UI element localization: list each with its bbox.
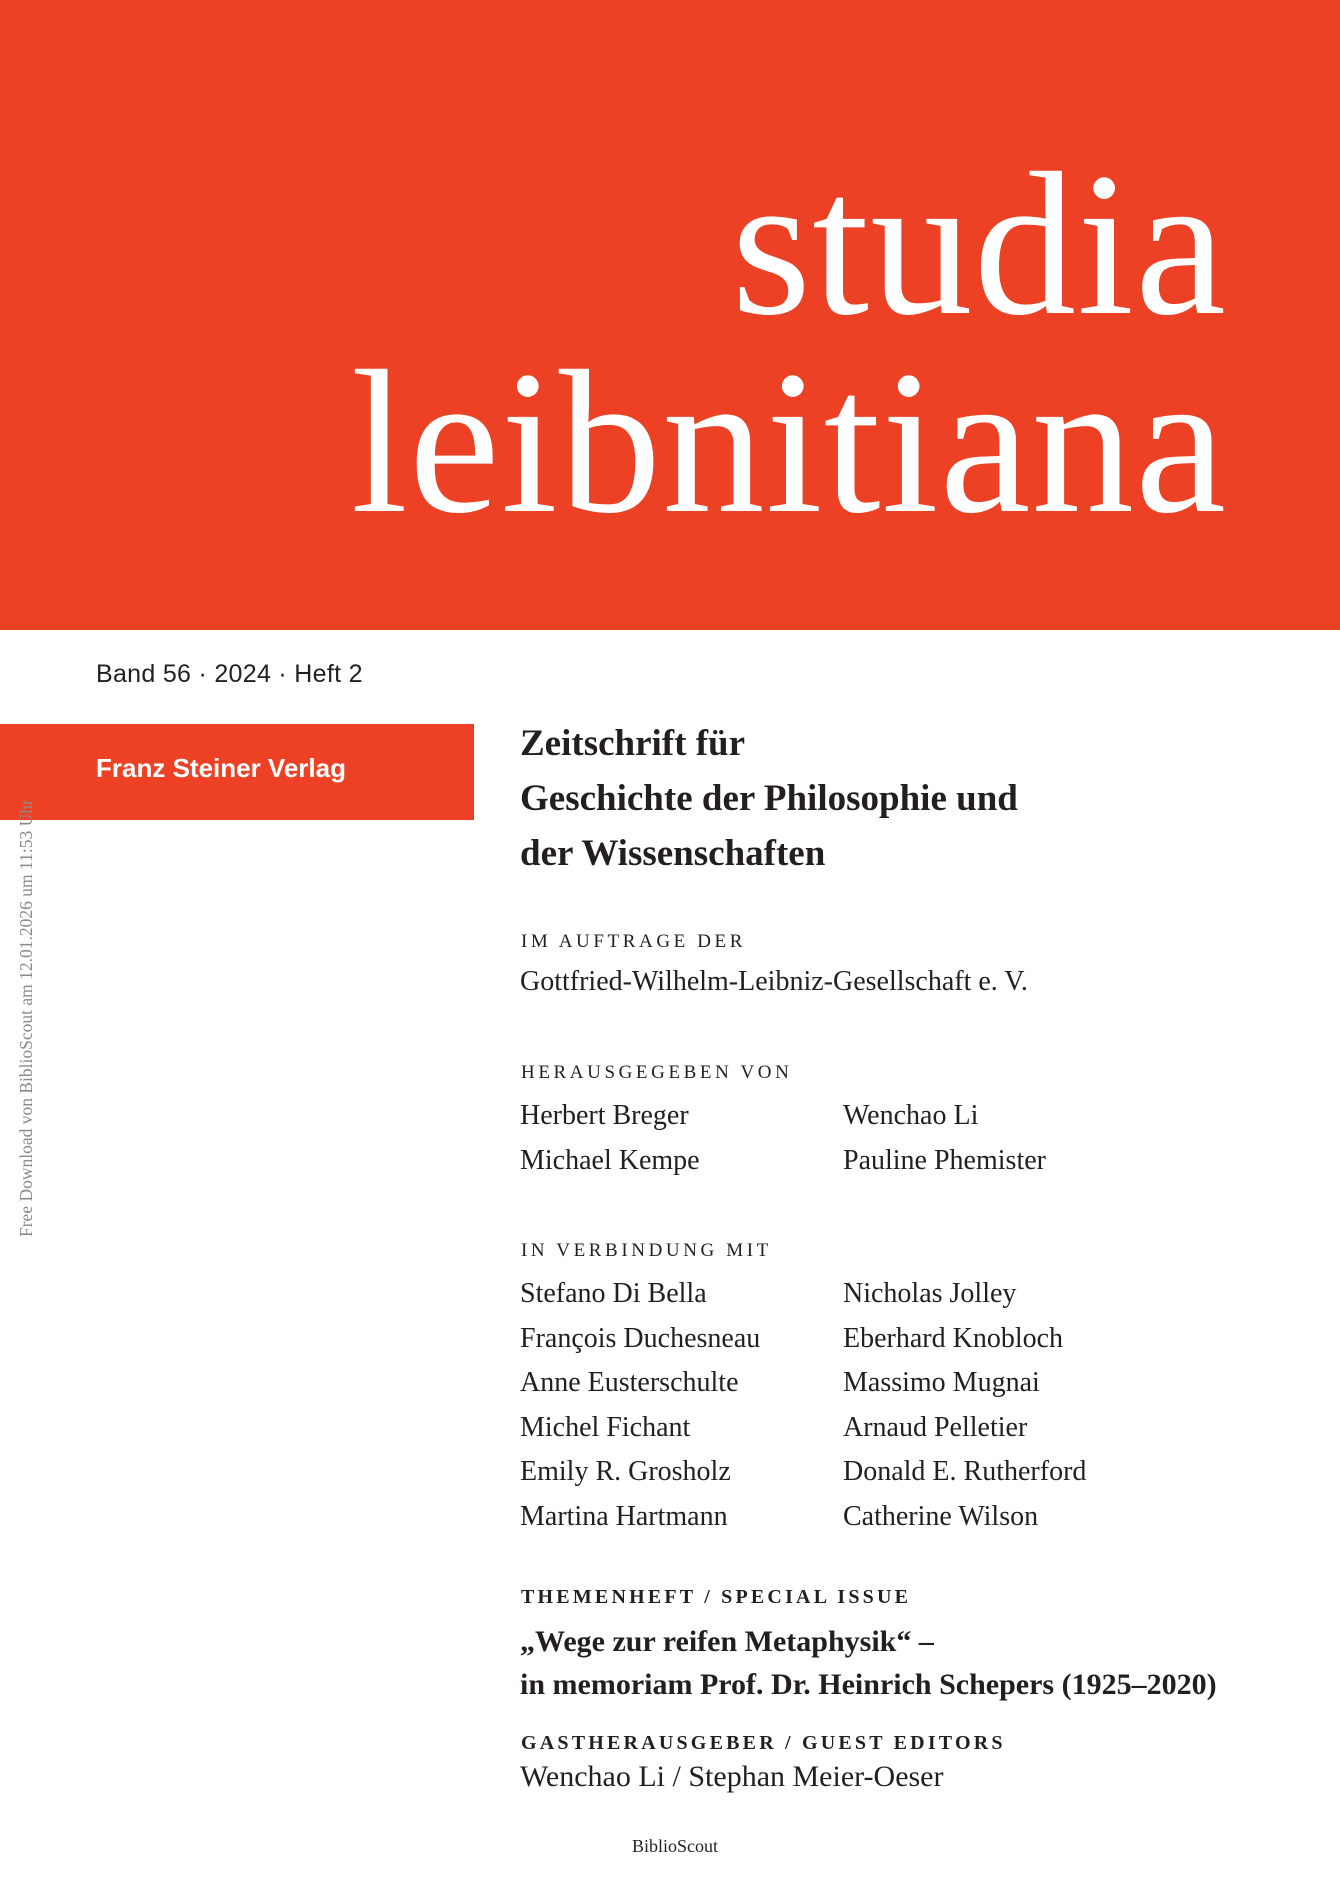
- issue-info: Band 56 · 2024 · Heft 2: [96, 660, 363, 688]
- special-issue-label: THEMENHEFT / SPECIAL ISSUE: [521, 1586, 912, 1608]
- masthead-band: [0, 0, 1340, 630]
- advisor-name: Stefano Di Bella: [520, 1278, 707, 1309]
- guest-editors-label: GASTHERAUSGEBER / GUEST EDITORS: [521, 1732, 1006, 1754]
- guest-editors-names: Wenchao Li / Stephan Meier-Oeser: [520, 1760, 944, 1793]
- journal-subtitle: [520, 716, 1220, 881]
- advisor-name: Eberhard Knobloch: [843, 1322, 1064, 1354]
- download-watermark: Free Download von BiblioScout am 12.01.2026 um 11:53 Uhr: [16, 799, 36, 1237]
- advisor-name: Massimo Mugnai: [843, 1367, 1040, 1399]
- footer-brand: BiblioScout: [632, 1836, 719, 1856]
- publisher-bar: [0, 724, 474, 820]
- publisher-name: Franz Steiner Verlag: [96, 753, 346, 783]
- advisor-name: Emily R. Grosholz: [520, 1456, 731, 1488]
- advisor-name: Donald E. Rutherford: [843, 1456, 1087, 1488]
- advisory-label: IN VERBINDUNG MIT: [521, 1240, 772, 1261]
- special-issue-title-line: „Wege zur reifen Metaphysik“ –: [520, 1625, 934, 1658]
- advisor-name: Arnaud Pelletier: [843, 1411, 1028, 1443]
- advisor-name: François Duchesneau: [520, 1322, 761, 1354]
- society-name: Gottfried-Wilhelm-Leibniz-Gesellschaft e. V.: [520, 966, 1028, 997]
- subtitle-line: Geschichte der Philosophie und: [520, 778, 1018, 819]
- special-issue-title: [520, 1620, 1217, 1706]
- journal-title-line-2: leibnitiana: [350, 329, 1227, 556]
- advisor-name: Anne Eusterschulte: [520, 1367, 739, 1399]
- journal-title-line-1: studia: [731, 131, 1227, 358]
- editors-list: [520, 1094, 1320, 1183]
- advisory-list: [520, 1272, 1320, 1540]
- advisor-name: Catherine Wilson: [843, 1500, 1039, 1532]
- editors-label: HERAUSGEGEBEN VON: [521, 1062, 793, 1083]
- advisor-name: Michel Fichant: [520, 1411, 691, 1443]
- subtitle-line: Zeitschrift für: [520, 723, 746, 764]
- editor-name: Herbert Breger: [520, 1100, 689, 1131]
- editor-name: Michael Kempe: [520, 1144, 700, 1176]
- subtitle-line: der Wissenschaften: [520, 833, 826, 874]
- editor-name: Wenchao Li: [843, 1100, 979, 1131]
- commission-label: IM AUFTRAGE DER: [521, 931, 747, 952]
- editor-name: Pauline Phemister: [843, 1144, 1046, 1176]
- advisor-name: Nicholas Jolley: [843, 1278, 1017, 1309]
- advisor-name: Martina Hartmann: [520, 1500, 728, 1532]
- special-issue-title-line: in memoriam Prof. Dr. Heinrich Schepers (1925–2020): [520, 1668, 1217, 1701]
